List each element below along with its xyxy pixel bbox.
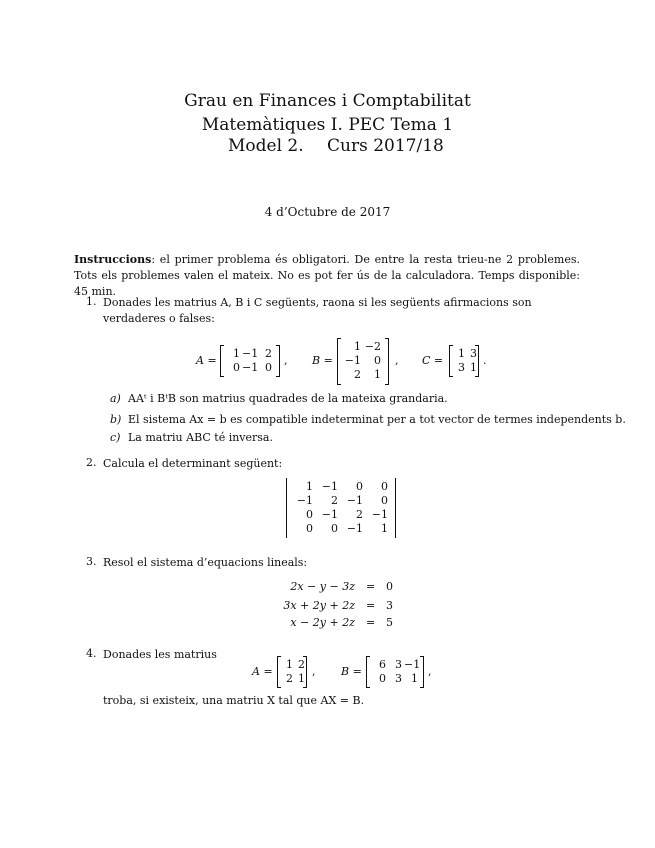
matrix-cell: 3	[395, 658, 402, 671]
matrix-cell: 6	[379, 658, 386, 671]
matrix-cell: 3	[458, 361, 465, 374]
matrix-cell: 1	[381, 522, 388, 535]
instructions	[74, 252, 580, 300]
matrix-cell: 1	[458, 347, 465, 360]
matrix-cell: −1	[321, 508, 338, 521]
p3-eq3-rhs: 5	[386, 616, 393, 629]
model-label: Model 2.	[228, 136, 304, 156]
exam-date: 4 d’Octubre de 2017	[264, 205, 391, 219]
p1-item-b	[110, 413, 626, 426]
p1-comma-1: ,	[284, 354, 288, 367]
p1-item-c	[110, 431, 273, 444]
p3-eq1-lhs: 2x − y − 3z	[290, 580, 355, 593]
p3-eq3-rel: =	[366, 616, 376, 629]
problem4-text: Donades les matrius	[103, 648, 217, 661]
matrix-cell: 2	[354, 368, 361, 381]
p1-matrix-C-label: C =	[422, 354, 444, 367]
matrix-cell: 1	[374, 368, 381, 381]
p1-item-b-text: El sistema Ax = b es compatible indeterminat per a tot vector de termes independents b.	[128, 413, 626, 426]
problem3-text: Resol el sistema d’equacions lineals:	[103, 556, 308, 569]
matrix-cell: −2	[364, 340, 381, 353]
matrix-cell: 0	[374, 354, 381, 367]
instructions-text: : el primer problema és obligatori. De entre la resta trieu-ne 2 problemes. Tots els problemes valen el mateix. No es pot fer ús de la calculadora. Temps disponible: 45 min.	[74, 253, 580, 298]
p1-item-a-label: a)	[110, 392, 121, 405]
problem2-text: Calcula el determinant següent:	[103, 457, 283, 470]
p3-eq3-lhs: x − 2y + 2z	[290, 616, 355, 629]
course-year: Curs 2017/18	[327, 136, 444, 156]
p1-matrix-C	[449, 345, 479, 377]
p1-item-a-text: AAᵗ i BᵗB son matrius quadrades de la mateixa grandaria.	[128, 392, 448, 405]
problem2-number: 2.	[86, 456, 97, 469]
p1-comma-2: ,	[395, 354, 399, 367]
problem4-number: 4.	[86, 647, 97, 660]
matrix-cell: −1	[346, 494, 363, 507]
p2-determinant	[286, 478, 396, 538]
course-title: Grau en Finances i Comptabilitat	[184, 91, 471, 111]
matrix-cell: 1	[470, 361, 477, 374]
p1-item-c-text: La matriu ABC té inversa.	[128, 431, 273, 444]
matrix-cell: 2	[298, 658, 305, 671]
p4-comma-1: ,	[312, 665, 316, 678]
matrix-cell: 0	[233, 361, 240, 374]
matrix-cell: 1	[354, 340, 361, 353]
matrix-cell: −1	[296, 494, 313, 507]
p1-matrix-B	[337, 338, 389, 385]
matrix-cell: 3	[470, 347, 477, 360]
p3-eq1-rhs: 0	[386, 580, 393, 593]
p4-comma-2: ,	[428, 665, 432, 678]
matrix-cell: −1	[242, 347, 259, 360]
matrix-cell: 3	[395, 672, 402, 685]
matrix-cell: −1	[404, 658, 421, 671]
matrix-cell: 0	[381, 480, 388, 493]
matrix-cell: 0	[265, 361, 272, 374]
p4-matrix-A	[277, 656, 307, 688]
matrix-cell: −1	[242, 361, 259, 374]
p3-eq2-lhs: 3x + 2y + 2z	[283, 599, 355, 612]
problem1-number: 1.	[86, 295, 97, 308]
p4-matrix-B	[366, 656, 424, 688]
matrix-cell: 2	[356, 508, 363, 521]
matrix-cell: 0	[379, 672, 386, 685]
problem4-closing: troba, si existeix, una matriu X tal que AX = B.	[103, 694, 365, 707]
p3-eq2-rel: =	[366, 599, 376, 612]
matrix-cell: 1	[298, 672, 305, 685]
instructions-label: Instruccions	[74, 253, 152, 266]
matrix-cell: 0	[381, 494, 388, 507]
matrix-cell: −1	[371, 508, 388, 521]
p4-matrix-B-label: B =	[341, 665, 362, 678]
matrix-cell: 0	[331, 522, 338, 535]
problem3-number: 3.	[86, 555, 97, 568]
matrix-cell: 2	[286, 672, 293, 685]
p1-item-b-label: b)	[110, 413, 122, 426]
p1-period: .	[483, 354, 487, 367]
matrix-cell: 0	[306, 522, 313, 535]
matrix-cell: 0	[356, 480, 363, 493]
p3-eq2-rhs: 3	[386, 599, 393, 612]
exam-subtitle: Matemàtiques I. PEC Tema 1	[201, 115, 454, 135]
matrix-cell: 1	[286, 658, 293, 671]
matrix-cell: 1	[411, 672, 418, 685]
p1-item-a	[110, 392, 448, 405]
p1-matrix-B-label: B =	[312, 354, 333, 367]
matrix-cell: 2	[331, 494, 338, 507]
matrix-cell: 0	[306, 508, 313, 521]
matrix-cell: −1	[344, 354, 361, 367]
matrix-cell: 1	[233, 347, 240, 360]
matrix-cell: 1	[306, 480, 313, 493]
p1-matrix-A-label: A =	[196, 354, 217, 367]
matrix-cell: −1	[346, 522, 363, 535]
p3-eq1-rel: =	[366, 580, 376, 593]
problem1-text: Donades les matrius A, B i C següents, raona si les següents afirmacions son verdaderes o falses:	[103, 296, 532, 325]
matrix-cell: −1	[321, 480, 338, 493]
p1-matrix-A	[220, 345, 280, 377]
p4-matrix-A-label: A =	[252, 665, 273, 678]
matrix-cell: 2	[265, 347, 272, 360]
p1-item-c-label: c)	[110, 431, 121, 444]
